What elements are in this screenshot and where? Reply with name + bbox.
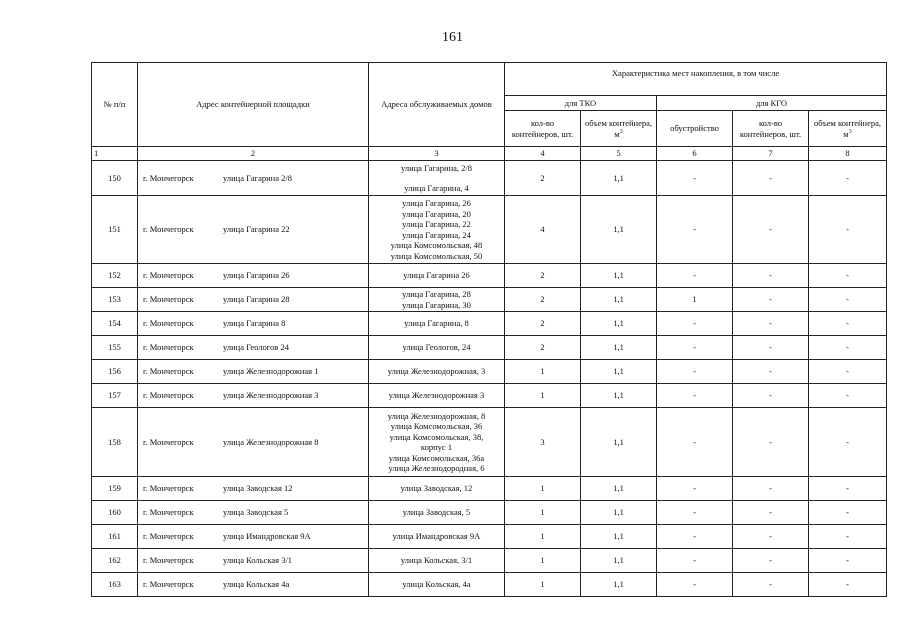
tko-container-volume: 1,1 — [581, 288, 657, 312]
table-row — [92, 384, 887, 408]
column-numbers-row — [92, 147, 887, 161]
street-name: улица Железнодорожная 3 — [223, 390, 319, 401]
served-houses — [369, 549, 505, 573]
col-number: 8 — [809, 147, 887, 161]
container-sites-table — [91, 62, 887, 597]
table-row — [92, 264, 887, 288]
house-address: улица Гагарина, 4 — [404, 182, 469, 193]
kgo-equipment: - — [657, 312, 733, 336]
table-row — [92, 549, 887, 573]
row-number: 160 — [92, 501, 138, 525]
row-number: 159 — [92, 477, 138, 501]
tko-container-volume: 1,1 — [581, 336, 657, 360]
kgo-equipment: 1 — [657, 288, 733, 312]
city-name: г. Мончегорск — [143, 172, 194, 183]
kgo-container-volume: - — [809, 501, 887, 525]
kgo-equipment: - — [657, 408, 733, 477]
house-address: улица Геологов, 24 — [402, 342, 471, 353]
kgo-container-volume: - — [809, 384, 887, 408]
tko-container-count: 1 — [505, 477, 581, 501]
served-houses — [369, 573, 505, 597]
street-name: улица Гагарина 8 — [223, 318, 286, 329]
house-address: улица Железнодородная, 6 — [388, 463, 485, 473]
site-address — [138, 573, 369, 597]
tko-container-count: 1 — [505, 573, 581, 597]
col-header-kgo-equipment: обустройство — [657, 111, 733, 147]
col-header-number: № п/п — [92, 63, 138, 147]
tko-container-count: 2 — [505, 264, 581, 288]
kgo-container-volume: - — [809, 549, 887, 573]
house-address: улица Гагарина, 22 — [402, 219, 471, 229]
kgo-equipment: - — [657, 336, 733, 360]
tko-container-volume: 1,1 — [581, 573, 657, 597]
kgo-container-volume: - — [809, 161, 887, 196]
tko-container-count: 1 — [505, 525, 581, 549]
house-address: улица Комсомольская, 36 — [390, 421, 483, 431]
city-name: г. Мончегорск — [143, 483, 194, 494]
tko-container-volume: 1,1 — [581, 312, 657, 336]
house-address: улица Гагарина, 26 — [402, 198, 471, 208]
tko-container-volume: 1,1 — [581, 549, 657, 573]
kgo-equipment: - — [657, 360, 733, 384]
tko-container-count: 4 — [505, 196, 581, 264]
row-number: 150 — [92, 161, 138, 196]
street-name: улица Заводская 5 — [223, 507, 289, 518]
tko-container-volume: 1,1 — [581, 408, 657, 477]
row-number: 158 — [92, 408, 138, 477]
kgo-container-volume: - — [809, 336, 887, 360]
street-name: улица Гагарина 2/8 — [223, 172, 292, 183]
tko-container-volume: 1,1 — [581, 525, 657, 549]
tko-container-count: 1 — [505, 549, 581, 573]
kgo-equipment: - — [657, 264, 733, 288]
house-address: улица Гагарина 26 — [403, 270, 470, 281]
tko-container-volume: 1,1 — [581, 360, 657, 384]
site-address — [138, 312, 369, 336]
city-name: г. Мончегорск — [143, 507, 194, 518]
street-name: улица Кольская 4а — [223, 579, 290, 590]
house-address: улица Гагарина, 24 — [402, 229, 471, 240]
served-houses — [369, 264, 505, 288]
site-address — [138, 360, 369, 384]
table-row — [92, 196, 887, 264]
kgo-container-count: - — [733, 408, 809, 477]
row-number: 153 — [92, 288, 138, 312]
col-header-kgo-volume: объем контейнера, $м^3$ — [809, 111, 887, 147]
col-number: 2 — [138, 147, 369, 161]
kgo-container-count: - — [733, 264, 809, 288]
tko-container-count: 3 — [505, 408, 581, 477]
kgo-equipment: - — [657, 161, 733, 196]
house-address: улица Кольская, 4а — [402, 579, 471, 590]
col-header-address: Адрес контейнерной площадки — [138, 63, 369, 147]
city-name: г. Мончегорск — [143, 579, 194, 590]
col-number: 3 — [369, 147, 505, 161]
house-address: улица Комсомольская, 48 — [390, 240, 483, 250]
tko-container-volume: 1,1 — [581, 264, 657, 288]
kgo-container-volume: - — [809, 408, 887, 477]
kgo-container-count: - — [733, 573, 809, 597]
served-houses — [369, 501, 505, 525]
street-name: улица Кольская 3/1 — [223, 555, 293, 566]
house-address: улица Железнодорожная, 8 — [387, 410, 486, 421]
tko-container-count: 2 — [505, 288, 581, 312]
house-address — [371, 174, 502, 183]
kgo-container-volume: - — [809, 312, 887, 336]
col-header-tko-volume: объем контейнера, $м^3$ — [581, 111, 657, 147]
site-address — [138, 408, 369, 477]
kgo-container-count: - — [733, 336, 809, 360]
site-address — [138, 288, 369, 312]
col-header-houses: Адреса обслуживаемых домов — [369, 63, 505, 147]
table-row — [92, 501, 887, 525]
city-name: г. Мончегорск — [143, 342, 194, 353]
tko-container-volume: 1,1 — [581, 501, 657, 525]
house-address: улица Гагарина, 30 — [402, 299, 471, 310]
col-header-tko-count: кол-во контейнеров, шт. — [505, 111, 581, 147]
row-number: 155 — [92, 336, 138, 360]
site-address — [138, 264, 369, 288]
served-houses — [369, 360, 505, 384]
kgo-container-volume: - — [809, 196, 887, 264]
table-row — [92, 336, 887, 360]
city-name: г. Мончегорск — [143, 555, 194, 566]
site-address — [138, 477, 369, 501]
row-number: 161 — [92, 525, 138, 549]
row-number: 152 — [92, 264, 138, 288]
tko-container-count: 2 — [505, 336, 581, 360]
site-address — [138, 161, 369, 196]
street-name: улица Геологов 24 — [223, 342, 289, 353]
row-number: 163 — [92, 573, 138, 597]
served-houses — [369, 477, 505, 501]
table-row — [92, 288, 887, 312]
house-address: улица Комсомольская, 36а — [388, 452, 485, 463]
row-number: 162 — [92, 549, 138, 573]
site-address — [138, 525, 369, 549]
street-name: улица Гагарина 26 — [223, 270, 290, 281]
table-row — [92, 477, 887, 501]
city-name: г. Мончегорск — [143, 270, 194, 281]
city-name: г. Мончегорск — [143, 366, 194, 377]
street-name: улица Заводская 12 — [223, 483, 293, 494]
street-name: улица Имандровская 9А — [223, 531, 311, 542]
kgo-equipment: - — [657, 573, 733, 597]
house-address: улица Железнодорожная, 3 — [387, 366, 486, 377]
site-address — [138, 501, 369, 525]
kgo-equipment: - — [657, 501, 733, 525]
tko-container-volume: 1,1 — [581, 477, 657, 501]
served-houses — [369, 408, 505, 477]
kgo-container-count: - — [733, 501, 809, 525]
tko-container-count: 2 — [505, 161, 581, 196]
col-number: 6 — [657, 147, 733, 161]
house-address: корпус 1 — [420, 442, 453, 452]
served-houses — [369, 525, 505, 549]
tko-container-count: 2 — [505, 312, 581, 336]
kgo-equipment: - — [657, 525, 733, 549]
kgo-container-count: - — [733, 360, 809, 384]
kgo-equipment: - — [657, 477, 733, 501]
tko-container-volume: 1,1 — [581, 196, 657, 264]
col-number: 1 — [92, 147, 138, 161]
col-header-kgo: для КГО — [657, 96, 887, 111]
row-number: 154 — [92, 312, 138, 336]
col-header-tko: для ТКО — [505, 96, 657, 111]
kgo-container-count: - — [733, 161, 809, 196]
kgo-container-count: - — [733, 525, 809, 549]
served-houses — [369, 336, 505, 360]
kgo-container-volume: - — [809, 360, 887, 384]
house-address: улица Гагарина, 28 — [402, 289, 471, 299]
city-name: г. Мончегорск — [143, 436, 194, 447]
house-address: улица Гагарина, 20 — [402, 208, 471, 219]
site-address — [138, 196, 369, 264]
kgo-container-count: - — [733, 288, 809, 312]
row-number: 156 — [92, 360, 138, 384]
kgo-container-volume: - — [809, 288, 887, 312]
kgo-container-volume: - — [809, 573, 887, 597]
kgo-container-count: - — [733, 312, 809, 336]
city-name: г. Мончегорск — [143, 224, 194, 235]
kgo-equipment: - — [657, 384, 733, 408]
house-address: улица Комсомольская, 50 — [390, 250, 483, 261]
site-address — [138, 384, 369, 408]
kgo-container-count: - — [733, 384, 809, 408]
house-address: улица Имандровская 9А — [392, 531, 481, 542]
street-name: улица Железнодорожная 1 — [223, 366, 319, 377]
kgo-container-count: - — [733, 477, 809, 501]
table-row — [92, 408, 887, 477]
tko-container-volume: 1,1 — [581, 161, 657, 196]
house-address: улица Гагарина, 2/8 — [400, 163, 473, 173]
site-address — [138, 549, 369, 573]
city-name: г. Мончегорск — [143, 294, 194, 305]
table-row — [92, 360, 887, 384]
col-header-kgo-count: кол-во контейнеров, шт. — [733, 111, 809, 147]
city-name: г. Мончегорск — [143, 318, 194, 329]
tko-container-volume: 1,1 — [581, 384, 657, 408]
table-row — [92, 525, 887, 549]
row-number: 157 — [92, 384, 138, 408]
table-row — [92, 312, 887, 336]
house-address: улица Железнодорожная 3 — [388, 390, 485, 401]
kgo-container-count: - — [733, 196, 809, 264]
house-address: улица Комсомольская, 38, — [389, 431, 484, 442]
site-address — [138, 336, 369, 360]
served-houses — [369, 161, 505, 196]
tko-container-count: 1 — [505, 501, 581, 525]
col-number: 4 — [505, 147, 581, 161]
kgo-container-count: - — [733, 549, 809, 573]
served-houses — [369, 196, 505, 264]
col-number: 5 — [581, 147, 657, 161]
kgo-equipment: - — [657, 196, 733, 264]
street-name: улица Гагарина 22 — [223, 224, 290, 235]
served-houses — [369, 312, 505, 336]
city-name: г. Мончегорск — [143, 531, 194, 542]
house-address: улица Заводская, 12 — [400, 483, 473, 494]
row-number: 151 — [92, 196, 138, 264]
page-number: 161 — [442, 30, 463, 45]
house-address: улица Гагарина, 8 — [404, 318, 469, 329]
served-houses — [369, 384, 505, 408]
kgo-container-volume: - — [809, 477, 887, 501]
tko-container-count: 1 — [505, 384, 581, 408]
kgo-equipment: - — [657, 549, 733, 573]
street-name: улица Гагарина 28 — [223, 294, 290, 305]
city-name: г. Мончегорск — [143, 390, 194, 401]
tko-container-count: 1 — [505, 360, 581, 384]
street-name: улица Железнодорожная 8 — [223, 436, 319, 447]
col-header-characteristics: Характеристика мест накопления, в том числе — [505, 63, 887, 96]
house-address: улица Заводская, 5 — [402, 507, 471, 518]
kgo-container-volume: - — [809, 264, 887, 288]
table-row — [92, 573, 887, 597]
served-houses — [369, 288, 505, 312]
table-row — [92, 161, 887, 196]
kgo-container-volume: - — [809, 525, 887, 549]
house-address: улица Кольская, 3/1 — [400, 555, 473, 566]
col-number: 7 — [733, 147, 809, 161]
